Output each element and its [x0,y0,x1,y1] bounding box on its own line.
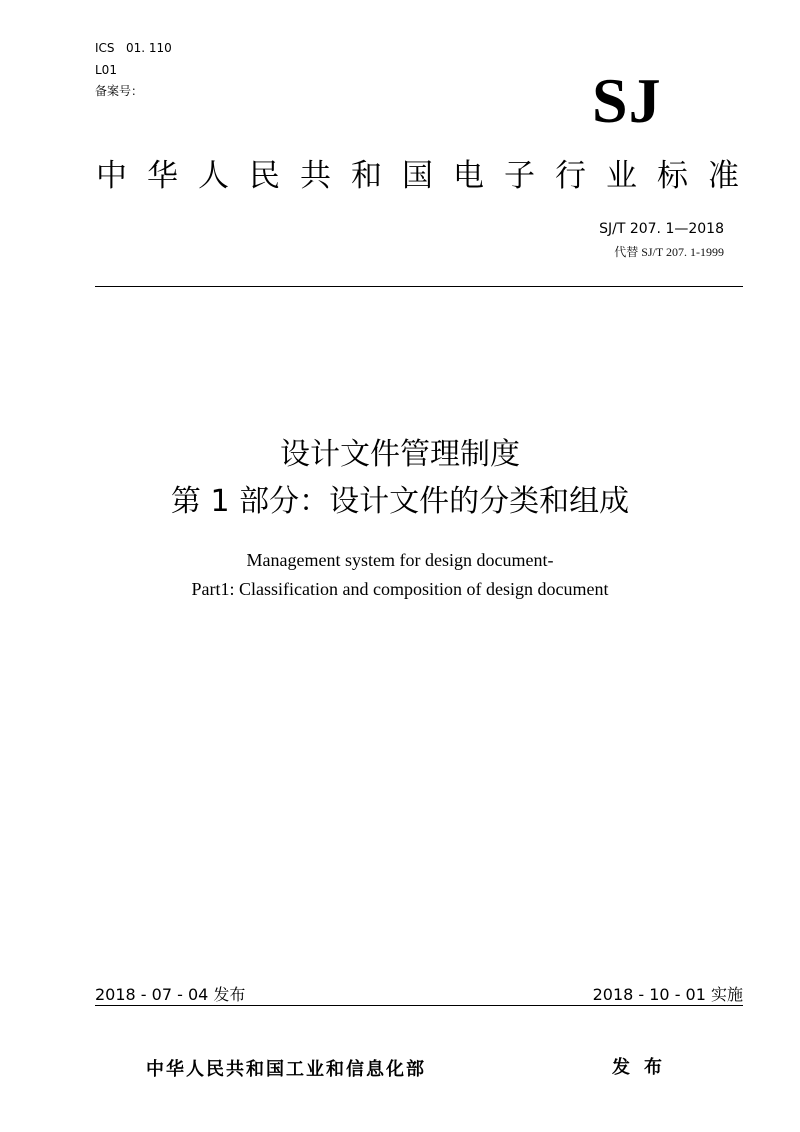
title-english-line-2: Part1: Classification and composition of design document [191,579,609,599]
replaces-standard: 代替 SJ/T 207. 1-1999 [614,245,724,259]
standard-number: SJ/T 207. 1—2018 [599,221,724,237]
header-divider [95,286,743,287]
sj-logo: SJ [592,65,662,136]
footer-divider [95,1005,743,1006]
issuing-authority: 中华人民共和国工业和信息化部 [146,1059,426,1080]
ics-code: ICS 01. 110 [95,41,172,55]
title-chinese-line-1: 设计文件管理制度 [280,437,520,472]
title-english-line-1: Management system for design document- [246,550,554,570]
industry-standard-heading: 中华人民共和国电子行业标准 [96,158,759,194]
classification-code: L01 [95,63,117,77]
implementation-date: 2018 - 10 - 01 实施 [592,985,743,1004]
record-number-label: 备案号： [95,84,144,98]
issue-date: 2018 - 07 - 04 发布 [95,985,246,1004]
publish-label: 发布 [612,1057,676,1078]
title-chinese-line-2: 第 1 部分：设计文件的分类和组成 [170,484,630,519]
